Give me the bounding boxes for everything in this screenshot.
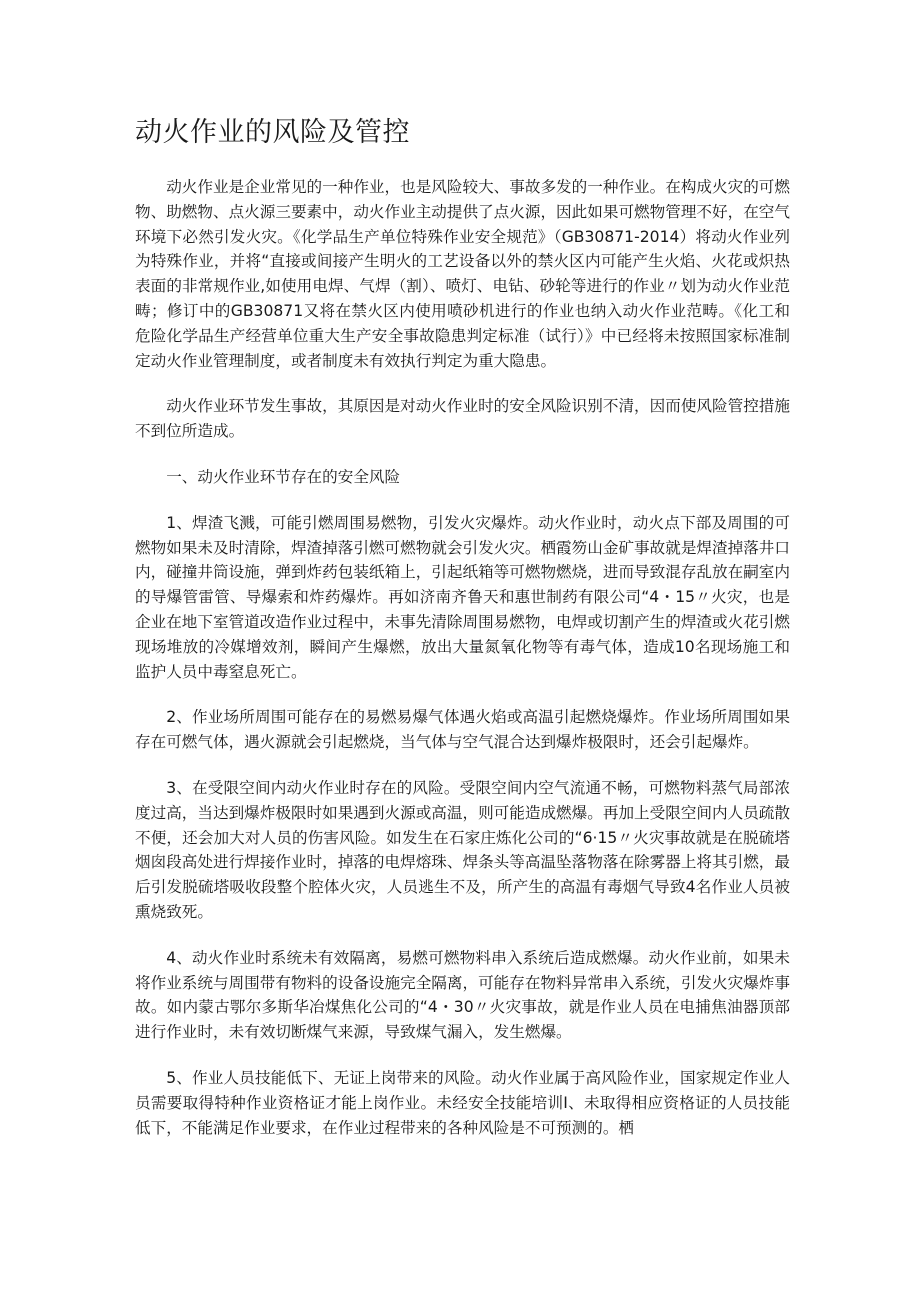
risk-item-2: 2、作业场所周围可能存在的易燃易爆气体遇火焰或高温引起燃烧爆炸。作业场所周围如果存在可燃气体，遇火源就会引起燃烧，当气体与空气混合达到爆炸极限时，还会引起爆炸。 [135,708,790,752]
risk-item-3: 3、在受限空间内动火作业时存在的风险。受限空间内空气流通不畅，可燃物料蒸气局部浓度过高，当达到爆炸极限时如果遇到火源或高温，则可能造成燃爆。再加上受限空间内人员疏散不便，还会加大对人员的伤害风险。如发生在石家庄炼化公司的“6·15〃火灾事故就是在脱硫塔烟囱段高处进行焊接作业时，掉落的电焊熔珠、焊条头等高温坠落物落在除雾器上将其引燃，最后引发脱硫塔吸收段整个腔体火灾，人员逃生不及，所产生的高温有毒烟气导致4名作业人员被熏烧致死。 [135,778,790,921]
risk-item-1: 1、焊渣飞溅，可能引燃周围易燃物，引发火灾爆炸。动火作业时，动火点下部及周围的可燃物如果未及时清除，焊渣掉落引燃可燃物就会引发火灾。栖霞笏山金矿事故就是焊渣掉落井口内，碰撞井筒设施，弹到炸药包装纸箱上，引起纸箱等可燃物燃烧，进而导致混存乱放在嗣室内的导爆管雷管、导爆索和炸药爆炸。再如济南齐鲁天和惠世制药有限公司“4・15〃火灾，也是企业在地下室管道改造作业过程中，未事先清除周围易燃物，电焊或切割产生的焊渣或火花引燃现场堆放的冷媒增效剂，瞬间产生爆燃，放出大量氮氧化物等有毒气体，造成10名现场施工和监护人员中毒窒息死亡。 [135,513,790,681]
section-heading-risks: 一、动火作业环节存在的安全风险 [166,467,401,486]
cause-paragraph: 动火作业环节发生事故，其原因是对动火作业时的安全风险识别不清，因而使风险管控措施不到位所造成。 [135,397,790,441]
document-title: 动火作业的风险及管控 [135,117,410,148]
document-body [135,175,790,1161]
risk-item-5: 5、作业人员技能低下、无证上岗带来的风险。动火作业属于高风险作业，国家规定作业人员需要取得特种作业资格证才能上岗作业。未经安全技能培训I、未取得相应资格证的人员技能低下，不能满足作业要求，在作业过程带来的各种风险是不可预测的。栖 [135,1068,790,1137]
intro-paragraph: 动火作业是企业常见的一种作业，也是风险较大、事故多发的一种作业。在构成火灾的可燃物、助燃物、点火源三要素中，动火作业主动提供了点火源，因此如果可燃物管理不好，在空气环境下必然引发火灾。《化学品生产单位特殊作业安全规范》（GB30871-2014）将动火作业列为特殊作业，并将“直接或间接产生明火的工艺设备以外的禁火区内可能产生火焰、火花或炽热表面的非常规作业,如使用电焊、气焊（割）、喷灯、电钻、砂轮等进行的作业〃划为动火作业范畴；修订中的GB30871又将在禁火区内使用喷砂机进行的作业也纳入动火作业范畴。《化工和危险化学品生产经营单位重大生产安全事故隐患判定标准（试行）》中已经将未按照国家标准制定动火作业管理制度，或者制度未有效执行判定为重大隐患。 [135,178,790,370]
risk-item-4: 4、动火作业时系统未有效隔离，易燃可燃物料串入系统后造成燃爆。动火作业前，如果未将作业系统与周围带有物料的设备设施完全隔离，可能存在物料异常串入系统，引发火灾爆炸事故。如内蒙古鄂尔多斯华冶煤焦化公司的“4・30〃火灾事故，就是作业人员在电捕焦油器顶部进行作业时，未有效切断煤气来源，导致煤气漏入，发生燃爆。 [135,948,790,1042]
